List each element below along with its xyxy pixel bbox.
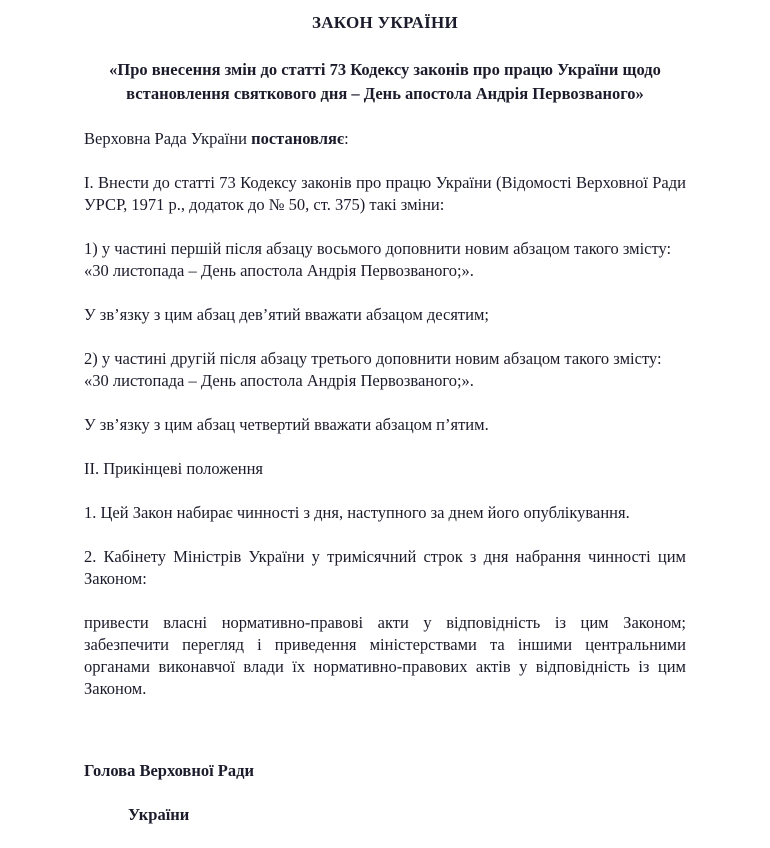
signature-block	[84, 760, 686, 826]
enacting-clause-suffix: :	[344, 129, 349, 148]
enacting-clause-verb: постановляє	[251, 129, 345, 148]
signature-title-line: Голова Верховної Ради	[84, 761, 254, 780]
final-provision-2-lead: 2. Кабінету Міністрів України у тримісячний строк з дня набрання чинності цим Законом:	[84, 547, 686, 588]
final-provision-2-body: привести власні нормативно-правові акти у відповідність із цим Законом; забезпечити перегляд і приведення міністерствами та іншими центральними органами виконавчої влади їх нормативно-правових актів у відповідність із цим Законом.	[84, 613, 686, 698]
amendment-item-1-quote: «30 листопада – День апостола Андрія Первозваного;».	[84, 261, 474, 280]
final-provision-1: 1. Цей Закон набирає чинності з дня, наступного за днем його опублікування.	[84, 503, 630, 522]
amendment-item-1-lead: 1) у частині першій після абзацу восьмого доповнити новим абзацом такого змісту:	[84, 239, 672, 258]
section-one-paragraph: I. Внести до статті 73 Кодексу законів про працю України (Відомості Верховної Ради УРСР, 1971 р., додаток до № 50, ст. 375) такі зміни:	[84, 173, 686, 214]
enacting-clause-prefix: Верховна Рада України	[84, 129, 252, 148]
document-title: ЗАКОН УКРАЇНИ	[311, 13, 459, 32]
signature-country-line: України	[128, 805, 190, 824]
enacting-clause	[84, 128, 686, 150]
amendment-item-1-note: У зв’язку з цим абзац дев’ятий вважати абзацом десятим;	[84, 305, 489, 324]
amendment-item-2-lead: 2) у частині другій після абзацу третього доповнити новим абзацом такого змісту:	[84, 349, 662, 368]
document-subtitle: «Про внесення змін до статті 73 Кодексу законів про працю України щодо встановлення святкового дня – День апостола Андрія Первозваного»	[109, 60, 661, 103]
amendment-item-2-note: У зв’язку з цим абзац четвертий вважати абзацом п’ятим.	[84, 415, 489, 434]
amendment-item-2-quote: «30 листопада – День апостола Андрія Первозваного;».	[84, 371, 474, 390]
section-two-heading: II. Прикінцеві положення	[84, 459, 264, 478]
